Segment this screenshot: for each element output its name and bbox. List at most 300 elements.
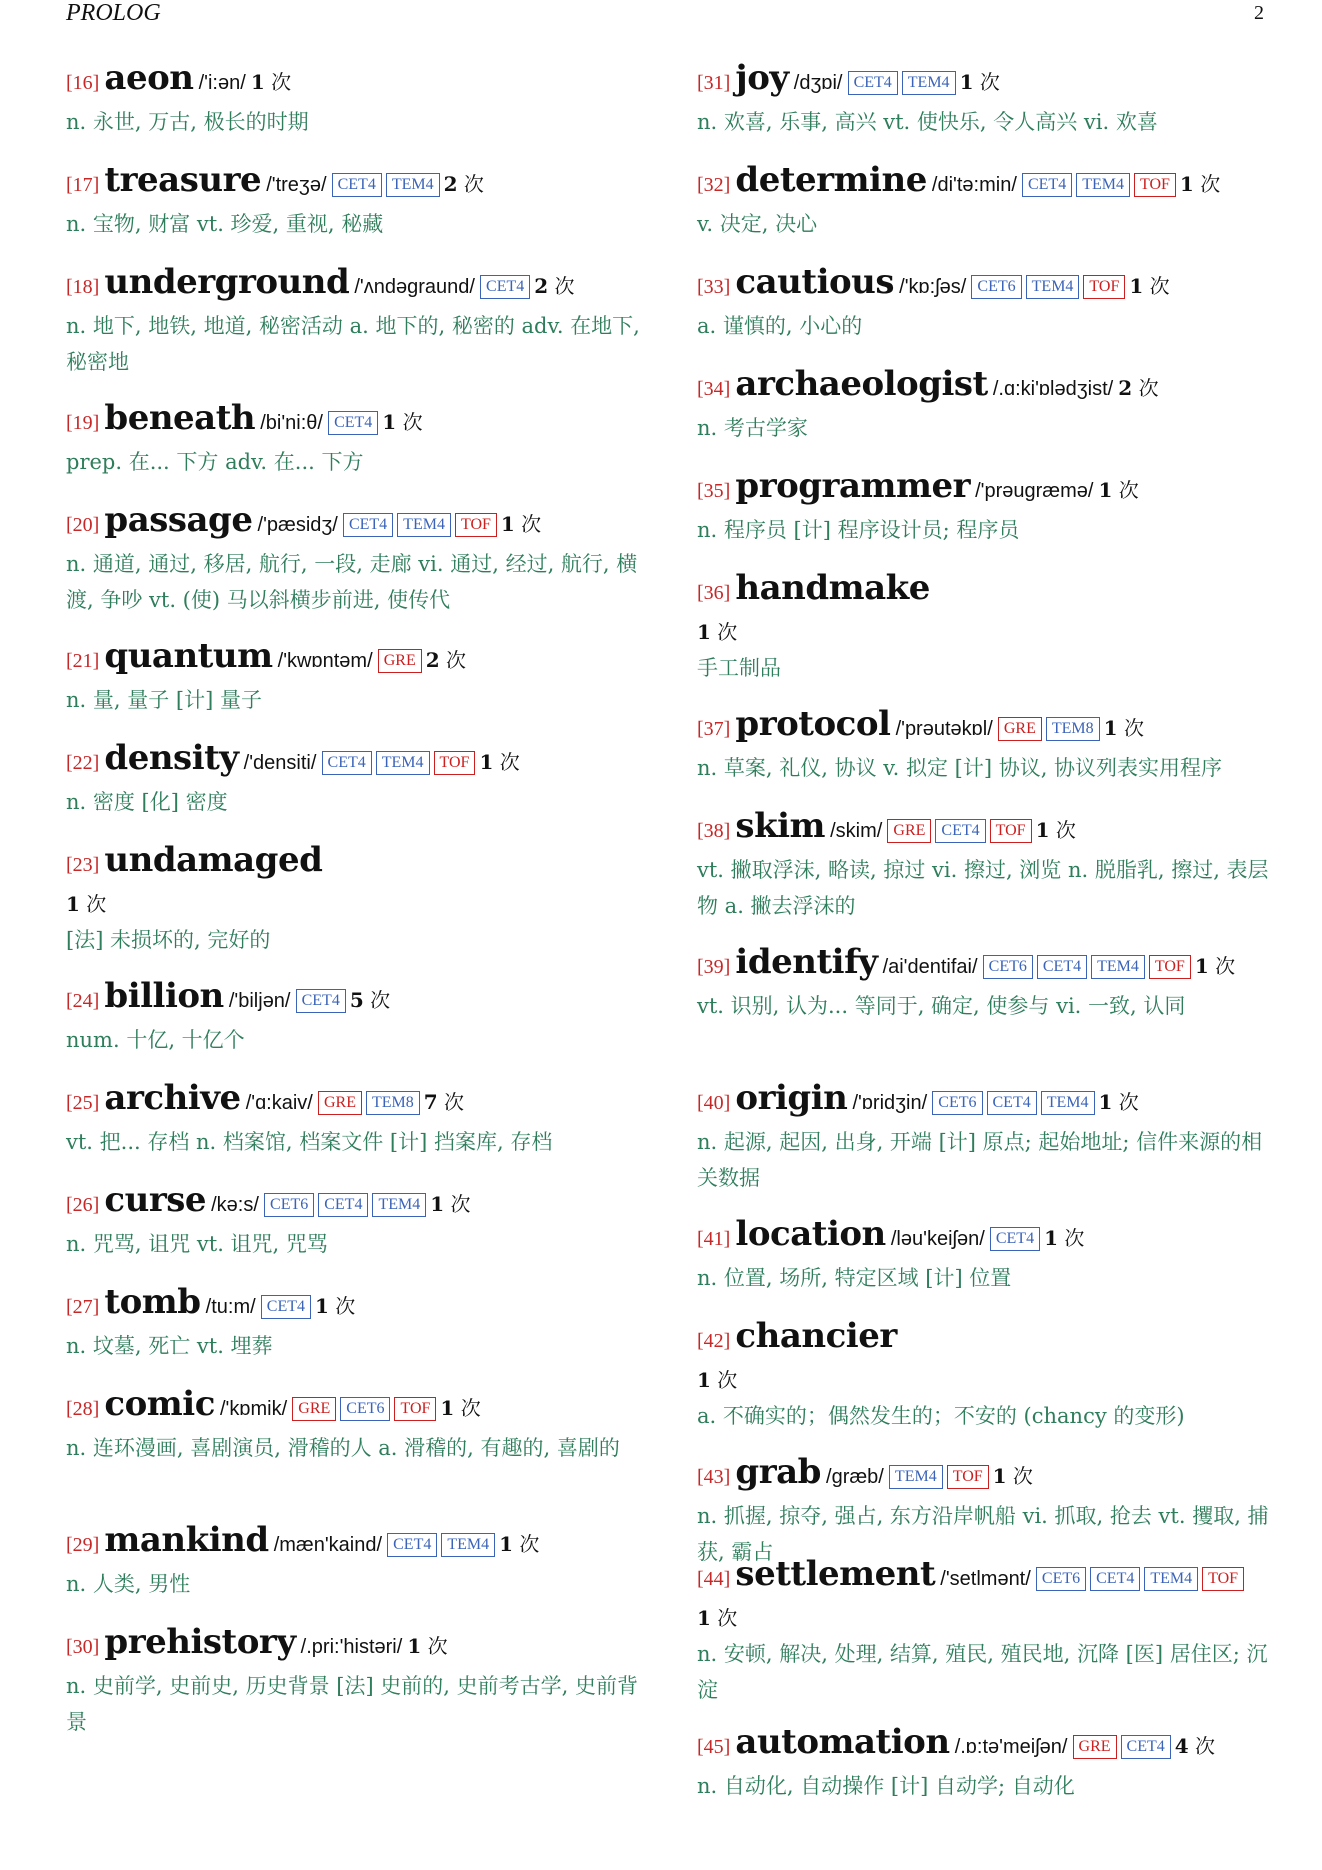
definition: 手工制品: [697, 656, 781, 680]
definition: prep. 在... 下方 adv. 在... 下方: [66, 450, 364, 474]
exam-tag: TEM4: [397, 513, 451, 537]
headword: mankind: [104, 1520, 269, 1560]
exam-tag: TOF: [1149, 955, 1191, 979]
exam-tag: CET4: [1037, 955, 1087, 979]
frequency-unit: 次: [444, 1090, 465, 1114]
frequency-number: 5: [349, 988, 364, 1012]
exam-tag: TOF: [947, 1465, 989, 1489]
frequency-unit: 次: [1138, 376, 1159, 400]
definition: n. 史前学, 史前史, 历史背景 [法] 史前的, 史前考古学, 史前背景: [66, 1674, 639, 1734]
exam-tag: CET4: [332, 173, 382, 197]
exam-tag: TOF: [1202, 1567, 1244, 1591]
dictionary-entry: [697, 466, 1272, 548]
definition: n. 抓握, 掠夺, 强占, 东方沿岸帆船 vi. 抓取, 抢去 vt. 攫取, 捕获, 霸占: [697, 1504, 1269, 1564]
definition: n. 位置, 场所, 特定区域 [计] 位置: [697, 1266, 1012, 1290]
frequency-unit: 次: [1012, 1464, 1033, 1488]
entry-index: [16]: [66, 72, 100, 94]
exam-tag: TEM4: [372, 1193, 426, 1217]
headword: grab: [735, 1452, 821, 1492]
exam-tag: TEM4: [902, 71, 956, 95]
exam-tag: TOF: [394, 1397, 436, 1421]
dictionary-entry: [66, 636, 646, 718]
frequency-count: [1036, 818, 1076, 842]
entry-headline: [697, 806, 1272, 852]
frequency-unit: 次: [1215, 954, 1236, 978]
frequency-number: 1: [499, 1532, 514, 1556]
frequency-unit: 次: [370, 988, 391, 1012]
entry-headline: [697, 1722, 1272, 1768]
frequency-number: 1: [314, 1294, 329, 1318]
definition: v. 决定, 决心: [697, 212, 818, 236]
phonetic-transcription: /dʒɒi/: [793, 72, 843, 94]
entry-index: [32]: [697, 174, 731, 196]
frequency-unit: 次: [402, 410, 423, 434]
frequency-number: 1: [66, 892, 80, 916]
headword: skim: [735, 806, 826, 846]
exam-tag: CET4: [322, 751, 372, 775]
exam-tag: CET6: [264, 1193, 314, 1217]
frequency-number: 1: [430, 1192, 445, 1216]
headword: cautious: [735, 262, 895, 302]
exam-tag: TOF: [434, 751, 476, 775]
phonetic-transcription: /.ɑ:ki'ɒlədʒist/: [992, 378, 1114, 400]
entry-index: [18]: [66, 276, 100, 298]
entry-headline: [697, 58, 1272, 104]
frequency-count: [251, 70, 291, 94]
headword: beneath: [104, 398, 256, 438]
entry-index: [35]: [697, 480, 731, 502]
phonetic-transcription: /bi'ni:θ/: [260, 412, 323, 434]
frequency-number: 1: [479, 750, 494, 774]
frequency-count: [1099, 1090, 1139, 1114]
frequency-count: [1099, 478, 1139, 502]
dictionary-entry: [697, 568, 1272, 686]
headword: determine: [735, 160, 927, 200]
phonetic-transcription: /græb/: [826, 1466, 884, 1488]
frequency-count: [697, 614, 1272, 650]
phonetic-transcription: /tu:m/: [205, 1296, 256, 1318]
headword: passage: [104, 500, 253, 540]
entry-headline: [66, 840, 646, 886]
exam-tag: TOF: [1083, 275, 1125, 299]
entry-headline: [66, 976, 646, 1022]
definition: n. 通道, 通过, 移居, 航行, 一段, 走廊 vi. 通过, 经过, 航行, 横渡, 争吵 vt. (使) 马以斜横步前进, 使传代: [66, 552, 638, 612]
phonetic-transcription: /'biljən/: [228, 990, 291, 1012]
headword: protocol: [735, 704, 891, 744]
dictionary-entry: [66, 1520, 646, 1602]
definition: n. 坟墓, 死亡 vt. 埋葬: [66, 1334, 273, 1358]
phonetic-transcription: /di'tə:min/: [931, 174, 1017, 196]
definition: n. 量, 量子 [计] 量子: [66, 688, 262, 712]
entry-headline: [66, 636, 646, 682]
definition: a. 谨慎的, 小心的: [697, 314, 863, 338]
frequency-count: [426, 648, 466, 672]
exam-tag: CET6: [971, 275, 1021, 299]
frequency-count: [1129, 274, 1169, 298]
frequency-count: [1118, 376, 1158, 400]
definition: n. 密度 [化] 密度: [66, 790, 228, 814]
phonetic-transcription: /'kwɒntəm/: [277, 650, 373, 672]
frequency-count: [1044, 1226, 1084, 1250]
exam-tag: GRE: [318, 1091, 362, 1115]
exam-tag: TEM4: [1076, 173, 1130, 197]
exam-tag: TEM4: [1091, 955, 1145, 979]
headword: billion: [104, 976, 224, 1016]
frequency-unit: 次: [335, 1294, 356, 1318]
entry-headline: [66, 58, 646, 104]
exam-tag: TEM4: [1041, 1091, 1095, 1115]
frequency-unit: 次: [446, 648, 467, 672]
exam-tag: CET4: [1090, 1567, 1140, 1591]
entry-headline: [66, 1282, 646, 1328]
exam-tag: CET4: [935, 819, 985, 843]
dictionary-entry: [66, 58, 646, 140]
headword: archive: [104, 1078, 241, 1118]
frequency-count: [350, 988, 390, 1012]
definition: n. 草案, 礼仪, 协议 v. 拟定 [计] 协议, 协议列表实用程序: [697, 756, 1223, 780]
exam-tag: TOF: [1134, 173, 1176, 197]
entry-headline: [697, 1078, 1272, 1124]
frequency-number: 1: [697, 620, 711, 644]
dictionary-entry: [697, 704, 1272, 786]
entry-index: [29]: [66, 1534, 100, 1556]
dictionary-entry: [697, 1214, 1272, 1296]
headword: tomb: [104, 1282, 201, 1322]
exam-tag: TEM4: [1144, 1567, 1198, 1591]
entry-index: [43]: [697, 1466, 731, 1488]
frequency-number: 2: [534, 274, 549, 298]
exam-tag: TEM4: [1026, 275, 1080, 299]
phonetic-transcription: /kə:s/: [211, 1194, 259, 1216]
definition: n. 宝物, 财富 vt. 珍爱, 重视, 秘藏: [66, 212, 384, 236]
frequency-count: [1180, 172, 1220, 196]
dictionary-entry: [66, 160, 646, 242]
entry-index: [22]: [66, 752, 100, 774]
headword: density: [104, 738, 239, 778]
exam-tag: TOF: [455, 513, 497, 537]
headword: handmake: [735, 568, 930, 608]
dictionary-entry: [697, 160, 1272, 242]
definition: vt. 撇取浮沫, 略读, 掠过 vi. 擦过, 浏览 n. 脱脂乳, 擦过, 表层物 a. 撇去浮沫的: [697, 858, 1269, 918]
definition: n. 欢喜, 乐事, 高兴 vt. 使快乐, 令人高兴 vi. 欢喜: [697, 110, 1158, 134]
entry-index: [36]: [697, 582, 731, 604]
entry-headline: [697, 942, 1272, 988]
headword: joy: [735, 58, 789, 98]
frequency-number: 1: [992, 1464, 1007, 1488]
definition: n. 地下, 地铁, 地道, 秘密活动 a. 地下的, 秘密的 adv. 在地下, 秘密地: [66, 314, 640, 374]
frequency-number: 1: [1035, 818, 1050, 842]
entry-index: [21]: [66, 650, 100, 672]
entry-headline: [697, 364, 1272, 410]
entry-headline: [66, 1180, 646, 1226]
headword: origin: [735, 1078, 848, 1118]
definition: n. 考古学家: [697, 416, 808, 440]
frequency-unit: 次: [717, 1368, 738, 1392]
frequency-count: [382, 410, 422, 434]
frequency-unit: 次: [1055, 818, 1076, 842]
frequency-unit: 次: [521, 512, 542, 536]
entry-index: [41]: [697, 1228, 731, 1250]
frequency-count: [66, 886, 646, 922]
entry-headline: [697, 568, 1272, 614]
frequency-number: 1: [407, 1634, 422, 1658]
entry-headline: [66, 738, 646, 784]
dictionary-entry: [697, 58, 1272, 140]
definition: n. 自动化, 自动操作 [计] 自动学; 自动化: [697, 1774, 1075, 1798]
headword: comic: [104, 1384, 215, 1424]
phonetic-transcription: /'prəugræmə/: [975, 480, 1094, 502]
entry-index: [23]: [66, 854, 100, 876]
dictionary-entry: [66, 738, 646, 820]
dictionary-entry: [66, 840, 646, 958]
definition: n. 连环漫画, 喜剧演员, 滑稽的人 a. 滑稽的, 有趣的, 喜剧的: [66, 1436, 620, 1460]
entry-headline: [697, 466, 1272, 512]
frequency-count: [501, 512, 541, 536]
definition: num. 十亿, 十亿个: [66, 1028, 245, 1052]
exam-tag: CET4: [296, 989, 346, 1013]
entry-index: [25]: [66, 1092, 100, 1114]
entry-index: [20]: [66, 514, 100, 536]
entry-headline: [66, 1520, 646, 1566]
entry-headline: [66, 398, 646, 444]
definition: a. 不确实的；偶然发生的；不安的 (chancy 的变形): [697, 1404, 1185, 1428]
definition: n. 人类, 男性: [66, 1572, 191, 1596]
entry-headline: [697, 160, 1272, 206]
headword: prehistory: [104, 1622, 296, 1662]
headword: quantum: [104, 636, 273, 676]
exam-tag: TEM4: [386, 173, 440, 197]
entry-headline: [66, 160, 646, 206]
exam-tag: CET4: [318, 1193, 368, 1217]
definition: [法] 未损坏的, 完好的: [66, 928, 271, 952]
frequency-number: 1: [697, 1606, 711, 1630]
entry-headline: [697, 1452, 1272, 1498]
frequency-unit: 次: [554, 274, 575, 298]
frequency-unit: 次: [271, 70, 292, 94]
exam-tag: CET4: [1022, 173, 1072, 197]
headword: location: [735, 1214, 886, 1254]
exam-tag: CET6: [340, 1397, 390, 1421]
frequency-count: [444, 172, 484, 196]
frequency-number: 1: [959, 70, 974, 94]
exam-tag: CET4: [480, 275, 530, 299]
frequency-number: 1: [1194, 954, 1209, 978]
frequency-number: 1: [250, 70, 265, 94]
exam-tag: TEM4: [889, 1465, 943, 1489]
frequency-number: 1: [1098, 1090, 1113, 1114]
entry-index: [27]: [66, 1296, 100, 1318]
dictionary-entry: [697, 1554, 1272, 1708]
frequency-unit: 次: [1118, 478, 1139, 502]
headword: underground: [104, 262, 350, 302]
frequency-number: 2: [425, 648, 440, 672]
frequency-number: 4: [1174, 1734, 1189, 1758]
headword: identify: [735, 942, 878, 982]
headword: settlement: [735, 1554, 936, 1594]
dictionary-entry: [66, 398, 646, 480]
exam-tag: CET4: [987, 1091, 1037, 1115]
exam-tag: CET4: [1121, 1735, 1171, 1759]
entry-headline: [697, 262, 1272, 308]
entry-index: [34]: [697, 378, 731, 400]
frequency-count: [430, 1192, 470, 1216]
dictionary-entry: [697, 1452, 1272, 1570]
frequency-unit: 次: [717, 620, 738, 644]
exam-tag: TEM4: [376, 751, 430, 775]
page-number: 2: [1254, 2, 1264, 24]
entry-index: [38]: [697, 820, 731, 842]
frequency-unit: 次: [1149, 274, 1170, 298]
exam-tag: CET6: [932, 1091, 982, 1115]
frequency-number: 1: [697, 1368, 711, 1392]
definition: n. 安顿, 解决, 处理, 结算, 殖民, 殖民地, 沉降 [医] 居住区; 沉淀: [697, 1642, 1268, 1702]
frequency-count: [440, 1396, 480, 1420]
entry-index: [19]: [66, 412, 100, 434]
dictionary-entry: [697, 364, 1272, 446]
entry-index: [26]: [66, 1194, 100, 1216]
entry-headline: [66, 262, 646, 308]
frequency-unit: 次: [86, 892, 107, 916]
frequency-number: 1: [1044, 1226, 1058, 1250]
phonetic-transcription: /'ʌndəgraund/: [354, 276, 475, 298]
frequency-count: [407, 1634, 447, 1658]
frequency-unit: 次: [450, 1192, 471, 1216]
entry-index: [40]: [697, 1092, 731, 1114]
dictionary-entry: [66, 1622, 646, 1740]
frequency-unit: 次: [1200, 172, 1221, 196]
dictionary-entry: [66, 1282, 646, 1364]
frequency-number: 7: [423, 1090, 438, 1114]
frequency-unit: 次: [427, 1634, 448, 1658]
dictionary-entry: [697, 1316, 1272, 1434]
frequency-count: [960, 70, 1000, 94]
exam-tag: GRE: [887, 819, 931, 843]
dictionary-entry: [66, 1180, 646, 1262]
phonetic-transcription: /.pri:'histəri/: [300, 1636, 403, 1658]
definition: n. 永世, 万古, 极长的时期: [66, 110, 309, 134]
frequency-count: [499, 1532, 539, 1556]
dictionary-entry: [697, 806, 1272, 924]
frequency-unit: 次: [1195, 1734, 1216, 1758]
entry-headline: [66, 1622, 646, 1668]
exam-tag: CET4: [343, 513, 393, 537]
phonetic-transcription: /'ɒridʒin/: [852, 1092, 928, 1114]
phonetic-transcription: /skim/: [830, 820, 883, 842]
entry-index: [37]: [697, 718, 731, 740]
frequency-count: [697, 1600, 1272, 1636]
headword: undamaged: [104, 840, 323, 880]
frequency-number: 1: [440, 1396, 455, 1420]
frequency-count: [534, 274, 574, 298]
frequency-number: 1: [382, 410, 397, 434]
exam-tag: GRE: [292, 1397, 336, 1421]
entry-index: [33]: [697, 276, 731, 298]
phonetic-transcription: /.ɒ:tə'meiʃən/: [954, 1736, 1068, 1758]
frequency-count: [1195, 954, 1235, 978]
phonetic-transcription: /'ɑ:kaiv/: [245, 1092, 313, 1114]
exam-tag: GRE: [378, 649, 422, 673]
entry-headline: [697, 1316, 1272, 1362]
exam-tag: TOF: [990, 819, 1032, 843]
frequency-count: [315, 1294, 355, 1318]
frequency-unit: 次: [717, 1606, 738, 1630]
entry-index: [39]: [697, 956, 731, 978]
entry-index: [42]: [697, 1330, 731, 1352]
entry-headline: [66, 500, 646, 546]
exam-tag: CET4: [328, 411, 378, 435]
entry-index: [30]: [66, 1636, 100, 1658]
frequency-count: [993, 1464, 1033, 1488]
entry-headline: [697, 1214, 1272, 1260]
dictionary-entry: [697, 942, 1272, 1024]
phonetic-transcription: /'densiti/: [243, 752, 317, 774]
dictionary-entry: [66, 976, 646, 1058]
entry-headline: [66, 1078, 646, 1124]
dictionary-entry: [66, 1078, 646, 1160]
exam-tag: TEM8: [366, 1091, 420, 1115]
exam-tag: GRE: [998, 717, 1042, 741]
frequency-number: 1: [1098, 478, 1113, 502]
frequency-count: [697, 1362, 1272, 1398]
frequency-count: [424, 1090, 464, 1114]
frequency-number: 2: [1118, 376, 1133, 400]
phonetic-transcription: /'treʒə/: [266, 174, 327, 196]
entry-index: [28]: [66, 1398, 100, 1420]
headword: archaeologist: [735, 364, 988, 404]
frequency-count: [1104, 716, 1144, 740]
entry-index: [17]: [66, 174, 100, 196]
frequency-unit: 次: [1123, 716, 1144, 740]
phonetic-transcription: /'pæsidʒ/: [257, 514, 338, 536]
dictionary-entry: [66, 500, 646, 618]
frequency-unit: 次: [519, 1532, 540, 1556]
frequency-unit: 次: [1118, 1090, 1139, 1114]
entry-headline: [66, 1384, 646, 1430]
definition: n. 起源, 起因, 出身, 开端 [计] 原点; 起始地址; 信件来源的相关数据: [697, 1130, 1263, 1190]
frequency-unit: 次: [499, 750, 520, 774]
phonetic-transcription: /'kɒ:ʃəs/: [899, 276, 967, 298]
frequency-number: 2: [443, 172, 458, 196]
exam-tag: CET4: [848, 71, 898, 95]
frequency-number: 1: [1179, 172, 1194, 196]
headword: treasure: [104, 160, 262, 200]
headword: curse: [104, 1180, 207, 1220]
exam-tag: TEM8: [1046, 717, 1100, 741]
phonetic-transcription: /'kɒmik/: [220, 1398, 288, 1420]
phonetic-transcription: /ai'dentifai/: [882, 956, 978, 978]
phonetic-transcription: /'setlmənt/: [940, 1568, 1031, 1590]
exam-tag: TEM4: [441, 1533, 495, 1557]
dictionary-entry: [66, 1384, 646, 1466]
phonetic-transcription: /'prəutəkɒl/: [895, 718, 993, 740]
definition: vt. 识别, 认为... 等同于, 确定, 使参与 vi. 一致, 认同: [697, 994, 1186, 1018]
dictionary-entry: [697, 1078, 1272, 1196]
dictionary-entry: [66, 262, 646, 380]
phonetic-transcription: /ləu'keiʃən/: [890, 1228, 985, 1250]
exam-tag: CET6: [983, 955, 1033, 979]
phonetic-transcription: /'i:ən/: [198, 72, 246, 94]
entry-index: [24]: [66, 990, 100, 1012]
headword: aeon: [104, 58, 194, 98]
definition: vt. 把... 存档 n. 档案馆, 档案文件 [计] 挡案库, 存档: [66, 1130, 553, 1154]
header-title: PROLOG: [66, 0, 161, 26]
dictionary-entry: [697, 1722, 1272, 1804]
frequency-count: [479, 750, 519, 774]
frequency-unit: 次: [979, 70, 1000, 94]
exam-tag: GRE: [1073, 1735, 1117, 1759]
frequency-number: 1: [1129, 274, 1144, 298]
phonetic-transcription: /mæn'kaind/: [273, 1534, 383, 1556]
